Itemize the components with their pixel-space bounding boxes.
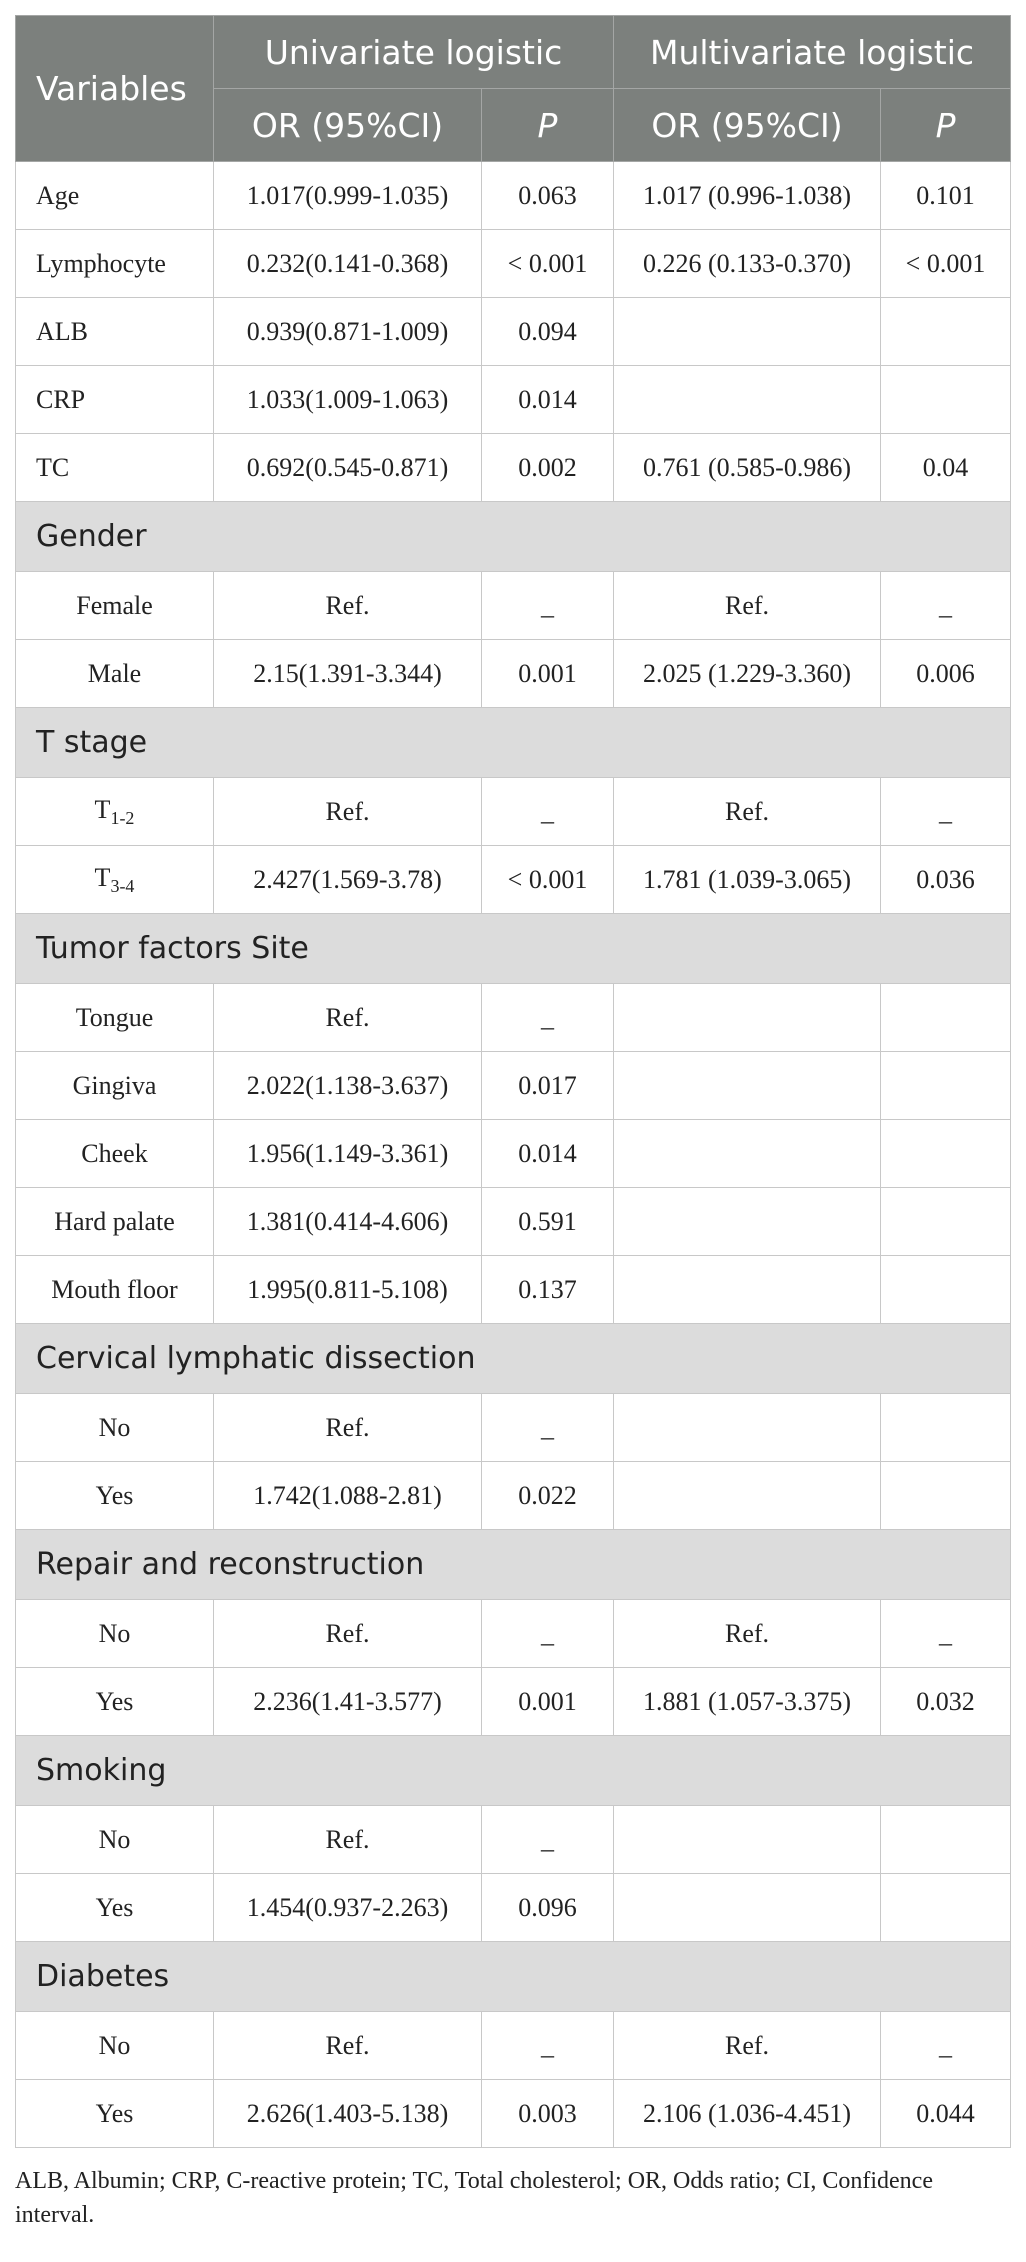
multi-or-cell: 1.781 (1.039-3.065) — [614, 846, 881, 914]
uni-or-cell: 0.692(0.545-0.871) — [214, 434, 482, 502]
uni-p-cell: 0.591 — [482, 1188, 614, 1256]
uni-p-cell: 0.063 — [482, 162, 614, 230]
uni-p-cell: 0.014 — [482, 1120, 614, 1188]
multi-p-cell: 0.04 — [881, 434, 1011, 502]
multi-or-cell: 0.226 (0.133-0.370) — [614, 230, 881, 298]
table-row — [16, 162, 1011, 230]
header-uni-or-ci: OR (95%CI) — [214, 89, 482, 162]
group-header-row — [16, 708, 1011, 778]
table-row — [16, 230, 1011, 298]
header-univariate: Univariate logistic — [214, 16, 614, 89]
uni-or-cell: 1.742(1.088-2.81) — [214, 1462, 482, 1530]
row-label — [16, 366, 214, 434]
multi-or-cell: 1.881 (1.057-3.375) — [614, 1668, 881, 1736]
row-label-text: Gingiva — [72, 1070, 157, 1100]
row-label-text: ALB — [36, 316, 88, 346]
group-header-row — [16, 1736, 1011, 1806]
group-label: Repair and reconstruction — [16, 1530, 1011, 1600]
multi-or-cell: Ref. — [614, 572, 881, 640]
multi-p-cell — [881, 1188, 1011, 1256]
multi-p-cell — [881, 366, 1011, 434]
row-label-text: Yes — [95, 1892, 134, 1922]
uni-p-cell: _ — [482, 1806, 614, 1874]
group-label: Gender — [16, 502, 1011, 572]
row-label — [16, 434, 214, 502]
table-row — [16, 984, 1011, 1052]
row-label-subscript: 1-2 — [110, 807, 135, 828]
table-row — [16, 366, 1011, 434]
uni-p-cell: 0.096 — [482, 1874, 614, 1942]
uni-p-cell: _ — [482, 1600, 614, 1668]
table-row — [16, 572, 1011, 640]
group-label: Diabetes — [16, 1942, 1011, 2012]
row-label-text: Yes — [95, 1480, 134, 1510]
uni-p-cell: 0.002 — [482, 434, 614, 502]
row-label-text: Yes — [95, 1686, 134, 1716]
group-label: Cervical lymphatic dissection — [16, 1324, 1011, 1394]
table-row — [16, 298, 1011, 366]
row-label — [16, 1256, 214, 1324]
row-label-text: Mouth floor — [51, 1274, 178, 1304]
table-row — [16, 1256, 1011, 1324]
table-row — [16, 1600, 1011, 1668]
multi-or-cell: 2.025 (1.229-3.360) — [614, 640, 881, 708]
row-label — [16, 162, 214, 230]
multi-p-cell: < 0.001 — [881, 230, 1011, 298]
uni-p-cell: _ — [482, 572, 614, 640]
row-label — [16, 1394, 214, 1462]
uni-p-cell: 0.003 — [482, 2080, 614, 2148]
logistic-regression-table — [15, 15, 1011, 2148]
row-label — [16, 298, 214, 366]
uni-p-cell: < 0.001 — [482, 846, 614, 914]
table-row — [16, 1874, 1011, 1942]
row-label-text: Lymphocyte — [36, 248, 166, 278]
row-label — [16, 984, 214, 1052]
multi-or-cell — [614, 1806, 881, 1874]
uni-p-cell: 0.017 — [482, 1052, 614, 1120]
multi-or-cell — [614, 984, 881, 1052]
multi-p-cell: _ — [881, 572, 1011, 640]
table-container — [15, 15, 1010, 2232]
table-row — [16, 2080, 1011, 2148]
row-label-text: Yes — [95, 2098, 134, 2128]
uni-or-cell: Ref. — [214, 778, 482, 846]
table-header — [16, 16, 1011, 162]
row-label-text: Hard palate — [54, 1206, 175, 1236]
uni-or-cell: 1.033(1.009-1.063) — [214, 366, 482, 434]
multi-p-cell: _ — [881, 1600, 1011, 1668]
uni-p-cell: < 0.001 — [482, 230, 614, 298]
row-label — [16, 1052, 214, 1120]
row-label — [16, 1188, 214, 1256]
uni-or-cell: 1.956(1.149-3.361) — [214, 1120, 482, 1188]
uni-or-cell: 2.427(1.569-3.78) — [214, 846, 482, 914]
row-label — [16, 1668, 214, 1736]
multi-p-cell — [881, 298, 1011, 366]
uni-or-cell: 0.939(0.871-1.009) — [214, 298, 482, 366]
row-label — [16, 572, 214, 640]
uni-p-cell: 0.001 — [482, 1668, 614, 1736]
row-label-text: Cheek — [81, 1138, 148, 1168]
multi-p-cell — [881, 1052, 1011, 1120]
uni-or-cell: Ref. — [214, 984, 482, 1052]
row-label-text: T — [94, 794, 111, 824]
multi-or-cell — [614, 366, 881, 434]
table-row — [16, 1394, 1011, 1462]
uni-or-cell: 1.454(0.937-2.263) — [214, 1874, 482, 1942]
multi-or-cell: 2.106 (1.036-4.451) — [614, 2080, 881, 2148]
uni-or-cell: 1.995(0.811-5.108) — [214, 1256, 482, 1324]
multi-or-cell: Ref. — [614, 778, 881, 846]
uni-or-cell: 2.15(1.391-3.344) — [214, 640, 482, 708]
uni-p-cell: 0.014 — [482, 366, 614, 434]
row-label-text: No — [98, 1618, 131, 1648]
row-label — [16, 2012, 214, 2080]
row-label-text: T — [94, 862, 111, 892]
table-row — [16, 1120, 1011, 1188]
row-label-text: Male — [87, 658, 142, 688]
group-label: Smoking — [16, 1736, 1011, 1806]
multi-or-cell: 0.761 (0.585-0.986) — [614, 434, 881, 502]
header-uni-p: P — [482, 89, 614, 162]
uni-or-cell: 2.626(1.403-5.138) — [214, 2080, 482, 2148]
row-label-text: No — [98, 1824, 131, 1854]
uni-p-cell: _ — [482, 778, 614, 846]
table-row — [16, 846, 1011, 914]
row-label — [16, 846, 214, 914]
row-label-text: Tongue — [75, 1002, 154, 1032]
multi-or-cell — [614, 1052, 881, 1120]
row-label — [16, 1600, 214, 1668]
table-row — [16, 1052, 1011, 1120]
table-row — [16, 2012, 1011, 2080]
multi-p-cell: 0.006 — [881, 640, 1011, 708]
multi-or-cell — [614, 1120, 881, 1188]
table-row — [16, 1462, 1011, 1530]
table-row — [16, 1188, 1011, 1256]
uni-or-cell: Ref. — [214, 1806, 482, 1874]
multi-p-cell — [881, 1394, 1011, 1462]
row-label — [16, 230, 214, 298]
multi-p-cell — [881, 1120, 1011, 1188]
group-header-row — [16, 1942, 1011, 2012]
multi-p-cell — [881, 1806, 1011, 1874]
multi-p-cell: _ — [881, 778, 1011, 846]
uni-or-cell: 1.381(0.414-4.606) — [214, 1188, 482, 1256]
multi-or-cell — [614, 1394, 881, 1462]
multi-or-cell: 1.017 (0.996-1.038) — [614, 162, 881, 230]
group-header-row — [16, 502, 1011, 572]
row-label — [16, 1874, 214, 1942]
header-multivariate: Multivariate logistic — [614, 16, 1011, 89]
multi-or-cell — [614, 1874, 881, 1942]
multi-p-cell — [881, 1462, 1011, 1530]
uni-p-cell: _ — [482, 1394, 614, 1462]
uni-p-cell: _ — [482, 2012, 614, 2080]
multi-or-cell — [614, 298, 881, 366]
table-row — [16, 640, 1011, 708]
multi-p-cell: 0.101 — [881, 162, 1011, 230]
group-header-row — [16, 1530, 1011, 1600]
uni-or-cell: 2.022(1.138-3.637) — [214, 1052, 482, 1120]
row-label-text: TC — [36, 452, 70, 482]
row-label-text: No — [98, 1412, 131, 1442]
group-label: Tumor factors Site — [16, 914, 1011, 984]
row-label — [16, 778, 214, 846]
multi-p-cell: 0.044 — [881, 2080, 1011, 2148]
uni-or-cell: Ref. — [214, 572, 482, 640]
header-multi-p: P — [881, 89, 1011, 162]
header-multi-or-ci: OR (95%CI) — [614, 89, 881, 162]
group-label: T stage — [16, 708, 1011, 778]
multi-or-cell — [614, 1256, 881, 1324]
uni-or-cell: Ref. — [214, 2012, 482, 2080]
row-label — [16, 1462, 214, 1530]
multi-or-cell: Ref. — [614, 1600, 881, 1668]
row-label-text: Age — [36, 180, 80, 210]
row-label — [16, 640, 214, 708]
row-label — [16, 1120, 214, 1188]
table-row — [16, 778, 1011, 846]
uni-or-cell: Ref. — [214, 1600, 482, 1668]
table-footnote: ALB, Albumin; CRP, C-reactive protein; TC, Total cholesterol; OR, Odds ratio; CI, Confidence interval. — [15, 2168, 933, 2228]
row-label-subscript: 3-4 — [110, 875, 135, 896]
multi-p-cell: 0.032 — [881, 1668, 1011, 1736]
table-body — [16, 162, 1011, 2148]
table-row — [16, 434, 1011, 502]
uni-or-cell: 2.236(1.41-3.577) — [214, 1668, 482, 1736]
row-label-text: Female — [76, 590, 153, 620]
group-header-row — [16, 1324, 1011, 1394]
row-label — [16, 1806, 214, 1874]
uni-or-cell: Ref. — [214, 1394, 482, 1462]
multi-p-cell — [881, 1256, 1011, 1324]
multi-p-cell: 0.036 — [881, 846, 1011, 914]
table-row — [16, 1806, 1011, 1874]
table-row — [16, 1668, 1011, 1736]
row-label — [16, 2080, 214, 2148]
uni-or-cell: 1.017(0.999-1.035) — [214, 162, 482, 230]
row-label-text: No — [98, 2030, 131, 2060]
multi-p-cell — [881, 1874, 1011, 1942]
multi-or-cell — [614, 1188, 881, 1256]
row-label-text: CRP — [36, 384, 86, 414]
multi-or-cell — [614, 1462, 881, 1530]
multi-or-cell: Ref. — [614, 2012, 881, 2080]
uni-or-cell: 0.232(0.141-0.368) — [214, 230, 482, 298]
uni-p-cell: 0.137 — [482, 1256, 614, 1324]
multi-p-cell: _ — [881, 2012, 1011, 2080]
uni-p-cell: 0.001 — [482, 640, 614, 708]
group-header-row — [16, 914, 1011, 984]
uni-p-cell: 0.094 — [482, 298, 614, 366]
uni-p-cell: 0.022 — [482, 1462, 614, 1530]
multi-p-cell — [881, 984, 1011, 1052]
uni-p-cell: _ — [482, 984, 614, 1052]
header-variables: Variables — [16, 16, 214, 162]
